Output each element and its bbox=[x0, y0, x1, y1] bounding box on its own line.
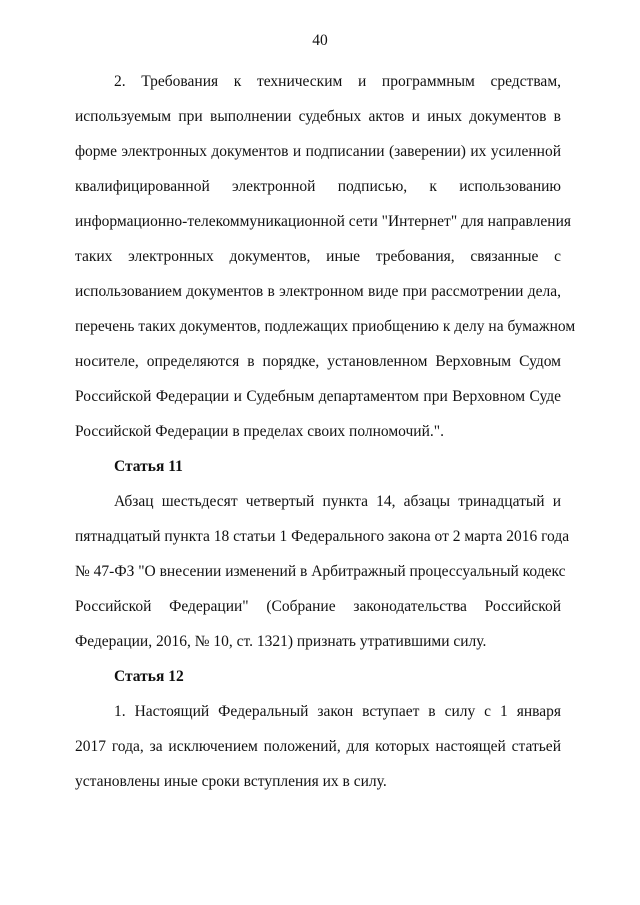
paragraph-line: 2017 года, за исключением положений, для которых настоящей статьей bbox=[75, 738, 561, 755]
paragraph-line: носителе, определяются в порядке, установленном Верховным Судом bbox=[75, 353, 561, 370]
paragraph-line: Абзац шестьдесят четвертый пункта 14, абзацы тринадцатый и bbox=[114, 493, 561, 510]
paragraph-line: форме электронных документов и подписании (заверении) их усиленной bbox=[75, 143, 561, 160]
paragraph-line: информационно-телекоммуникационной сети "Интернет" для направления bbox=[75, 213, 571, 230]
paragraph-line: Российской Федерации" (Собрание законодательства Российской bbox=[75, 598, 561, 615]
paragraph-line: используемым при выполнении судебных актов и иных документов в bbox=[75, 108, 561, 125]
article-11-heading: Статья 11 bbox=[114, 458, 183, 475]
paragraph-line: № 47-ФЗ "О внесении изменений в Арбитражный процессуальный кодекс bbox=[75, 563, 566, 580]
paragraph-line: использованием документов в электронном виде при рассмотрении дела, bbox=[75, 283, 561, 300]
paragraph-line: Российской Федерации в пределах своих полномочий.". bbox=[75, 423, 444, 440]
page-number: 40 bbox=[312, 32, 328, 49]
paragraph-line: пятнадцатый пункта 18 статьи 1 Федерального закона от 2 марта 2016 года bbox=[75, 528, 570, 545]
paragraph-line: Федерации, 2016, № 10, ст. 1321) признать утратившими силу. bbox=[75, 633, 487, 650]
paragraph-line: квалифицированной электронной подписью, к использованию bbox=[75, 178, 561, 195]
paragraph-line: таких электронных документов, иные требования, связанные с bbox=[75, 248, 561, 265]
article-12-heading: Статья 12 bbox=[114, 668, 184, 685]
paragraph-line: перечень таких документов, подлежащих приобщению к делу на бумажном bbox=[75, 318, 576, 335]
paragraph-line: установлены иные сроки вступления их в силу. bbox=[75, 773, 387, 790]
paragraph-line: 1. Настоящий Федеральный закон вступает в силу с 1 января bbox=[114, 703, 561, 720]
paragraph-line: 2. Требования к техническим и программным средствам, bbox=[114, 73, 561, 90]
paragraph-line: Российской Федерации и Судебным департаментом при Верховном Суде bbox=[75, 388, 561, 405]
